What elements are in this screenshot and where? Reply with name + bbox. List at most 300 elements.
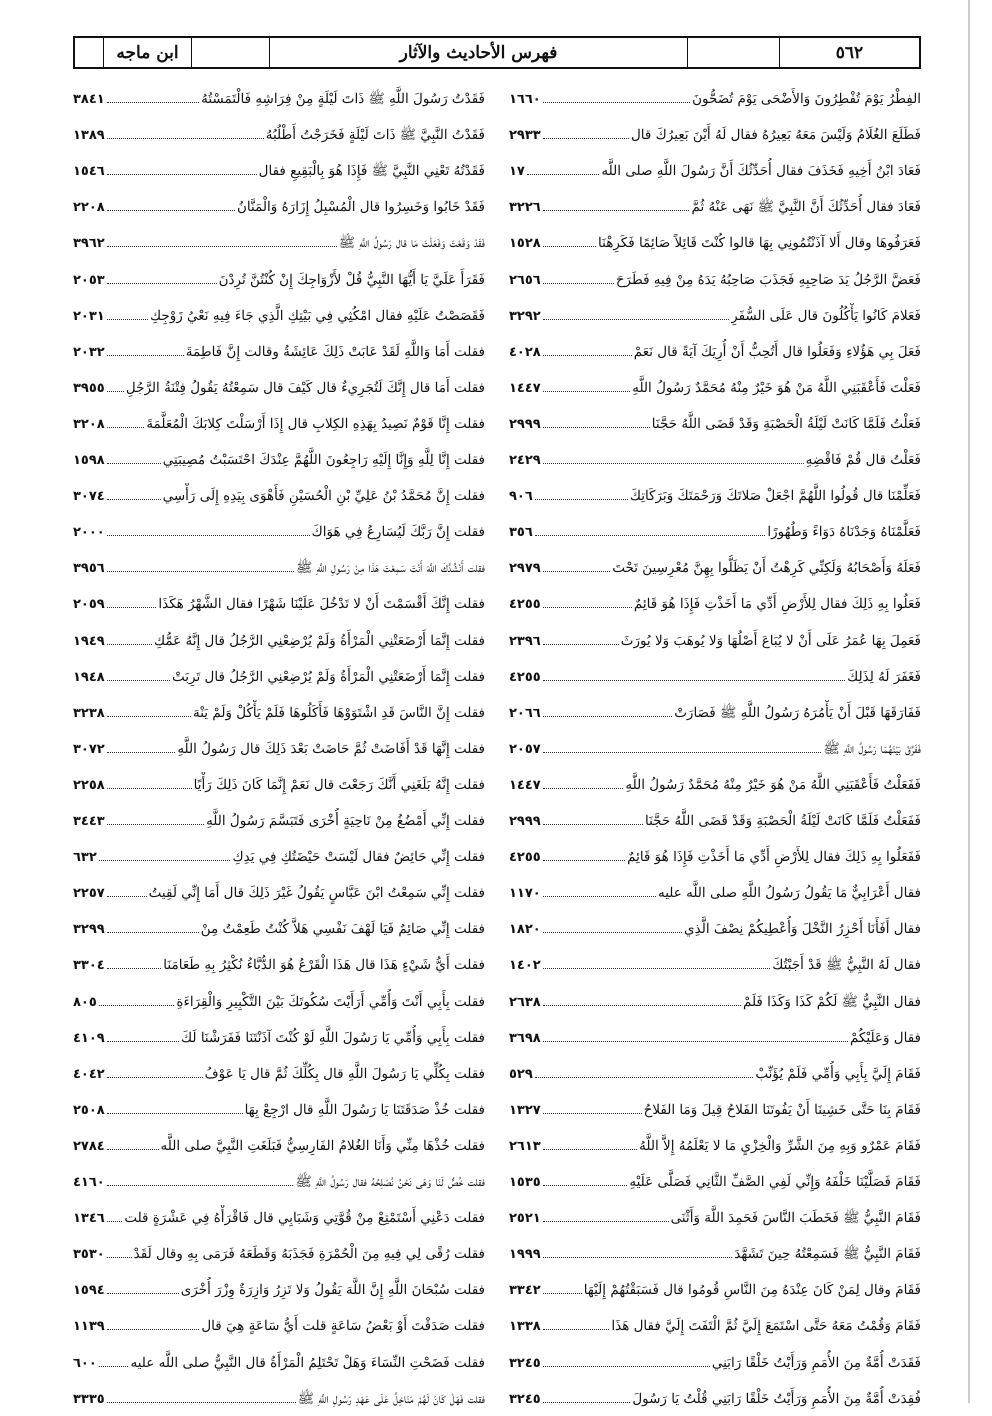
hadith-text: فقلت إِنَّ رَبَّكَ لَيُسَارِعُ فِي هَوَاكَ: [311, 524, 485, 541]
hadith-number: ٢٣٩٦: [509, 633, 541, 649]
hadith-number: ٣٢٤٥: [509, 1391, 541, 1407]
dot-leader: [107, 283, 217, 284]
hadith-number: ٣٢٣٨: [73, 705, 105, 721]
hadith-number: ٩٠٦: [509, 489, 533, 505]
dot-leader: [107, 1149, 159, 1150]
index-row: [73, 411, 921, 441]
hadith-text: فقلت إِنَّ مُحَمَّدُ بْنُ عَلِيِّ بْنِ الْحُسَيْنِ فَأَهْوَى بِيَدِهِ إِلَى رَأْسِي: [162, 488, 485, 505]
hadith-text: فقلت إِنَّهَا قَدْ أَفَاضَتْ ثُمَّ حَاضَتْ بَعْدَ ذَلِكَ قال رَسُولُ اللَّهِ: [177, 740, 485, 757]
hadith-text: فقلت أَمَا قال إِنَّكَ لَتُجَرِيءٌ قال كَيْفَ قال سَمِعْتُهُ يَقُولُ فِتْنَةُ الرَّجُلِ: [125, 379, 485, 396]
hadith-number: ١١٣٩: [73, 1319, 105, 1335]
hadith-number: ٢٢٥٧: [73, 886, 105, 902]
right-column-entry: [509, 808, 921, 838]
index-row: [73, 194, 921, 224]
dot-leader: [107, 391, 124, 392]
dot-leader: [543, 932, 682, 933]
dot-leader: [107, 1113, 243, 1114]
hadith-text: فَفَعَلْتُ فَأَعْقَبَنِي اللَّهُ مَنْ هُوَ خَيْرٌ مِنْهُ مُحَمَّدٌ رَسُولُ اللَّهِ: [625, 776, 921, 793]
dot-leader: [107, 1329, 200, 1330]
dot-leader: [107, 174, 257, 175]
hadith-text: فقلت إِنَّا لِلَّهِ وَإِنَّا إِلَيْهِ رَاجِعُونَ اللَّهُمَّ عِنْدَكَ احْتَسَبْتُ مُصِيبَتِي: [162, 452, 485, 468]
right-column-entry: [509, 519, 921, 549]
hadith-number: ١٥٤٦: [73, 164, 105, 180]
right-column-entry: [509, 375, 921, 405]
right-column-entry: [509, 916, 921, 946]
left-column-entry: [73, 447, 485, 477]
dot-leader: [543, 1041, 848, 1042]
hadith-text: فَقَدَتْ أُمَّةٌ مِنَ الأُمَمِ وَرَأَيْتُ خَلْقًا رَابَنِي: [711, 1354, 921, 1371]
hadith-number: ٢٩٧٩: [509, 561, 541, 577]
hadith-text: فقال وَعَلَيْكُمْ: [849, 1029, 921, 1046]
dot-leader: [107, 571, 294, 572]
hadith-number: ٤٢٥٥: [509, 669, 541, 685]
index-row: [73, 1133, 921, 1163]
hadith-text: فَقَامَ فَصَلَّيْنَا خَلْفَهُ وَإِنِّي لَفِي الصَّفِّ الثَّانِي فَصَلَّى عَلَيْهِ: [629, 1174, 921, 1190]
dot-leader: [543, 391, 630, 392]
dot-leader: [107, 1077, 203, 1078]
hadith-text: فَفَرَّقَ بَيْنَهُمَا رَسُولُ اللَّهِ ﷺ: [823, 740, 921, 757]
hadith-number: ٢٩٩٩: [509, 814, 541, 829]
header-spacer: [687, 38, 779, 67]
hadith-text: فَعَلامَ كَانُوا يَأْكُلُونَ قال عَلَى السُّفَرِ: [731, 307, 921, 324]
hadith-number: ١٣٨٩: [73, 128, 105, 144]
hadith-text: فقلت فَضَحْتِ النِّسَاءَ وَهَلْ تَحْتَلِمُ الْمَرْأَةُ قال النَّبِيُّ صلى اللَّه عليه: [130, 1354, 485, 1371]
hadith-text: فقلت خُصٌّ لَنَا وَهَى نَحْنُ نُصْلِحُهُ فقال رَسُولُ اللَّهِ ﷺ: [295, 1174, 485, 1190]
hadith-number: ٢٢٥٨: [73, 777, 105, 793]
hadith-number: ٢٢٠٨: [73, 200, 105, 216]
hadith-text: فَفَعَلُوا بِهِ ذَلِكَ فقال لِلأَرْضِ أَدِّي مَا أَخَذْتِ فَإِذَا هُوَ قَائِمٌ: [627, 849, 921, 866]
left-column-entry: [73, 772, 485, 802]
dot-leader: [543, 788, 624, 789]
hadith-text: فقلت بِأَبِي وَأُمِّي يَا رَسُولَ اللَّهِ لَوْ كُنْتَ آذَنْتَنَا فَفَرَشْنَا لَكَ: [181, 1029, 485, 1046]
index-row: [73, 230, 921, 260]
hadith-text: فقلت أَمَا وَاللَّهِ لَقَدْ عَابَتْ ذَلِكَ عَائِشَةُ وقالت إِنَّ فَاطِمَةَ: [185, 343, 485, 360]
hadith-number: ١١٧٠: [509, 886, 541, 902]
right-column-entry: [509, 339, 921, 369]
hadith-text: فَعَادَ فقال أُحَدِّثُكَ أَنَّ النَّبِيَّ ﷺ نَهَى عَنْهُ ثُمَّ: [691, 199, 921, 216]
hadith-text: فقلت خُذْهَا مِنِّي وَأَنَا الغُلامُ الفَارِسِيُّ فَبَلَغَتِ النَّبِيَّ صلى اللَّه: [160, 1137, 485, 1154]
hadith-text: فَعَضَّ الرَّجُلُ يَدَ صَاحِبِهِ فَجَذَبَ صَاحِبُهُ يَدَهُ مِنْ فِيهِ فَطَرَحَ: [615, 271, 921, 288]
hadith-number: ٢٠٣٢: [73, 344, 105, 360]
hadith-text: فَعَلْتَ فَأَعْقَبَنِي اللَّهُ مَنْ هُوَ خَيْرٌ مِنْهُ مُحَمَّدٌ رَسُولُ اللَّهِ: [632, 379, 921, 396]
dot-leader: [543, 427, 650, 428]
left-column-entry: [73, 267, 485, 297]
hadith-text: فقال لَهُ النَّبِيُّ ﷺ قَدْ أَجَبْتُكَ: [772, 957, 921, 974]
hadith-text: فُقِدَتْ أُمَّةٌ مِنَ الأُمَمِ وَرَأَيْتُ خَلْقًا رَابَنِي قُلْتُ يَا رَسُولَ: [632, 1390, 921, 1407]
index-row: [73, 122, 921, 152]
dot-leader: [107, 1185, 294, 1186]
hadith-number: ١٤٠٢: [509, 958, 541, 974]
hadith-number: ٣٦٩٨: [509, 1030, 541, 1046]
hadith-number: ٣٢٤٥: [509, 1355, 541, 1371]
book-name: ابن ماجه: [103, 38, 191, 67]
dot-leader: [107, 896, 147, 897]
hadith-text: فَقَدْتُهُ تَعْنِي النَّبِيَّ ﷺ فَإِذَا هُوَ بِالْبَقِيعِ فقال: [258, 163, 485, 180]
hadith-number: ٢٤٢٩: [509, 453, 541, 468]
hadith-text: فقلت إِنِّي صَائِمٌ فَيَا لَهْفَ نَفْسِي هَلاَّ كُنْتُ طَعِمْتُ مِنْ: [200, 921, 485, 938]
index-row: [73, 483, 921, 513]
index-row: [73, 519, 921, 549]
left-column-entry: [73, 844, 485, 874]
hadith-text: فَعَلْتُ قال قُمْ فَاقْضِهِ: [805, 452, 921, 468]
hadith-number: ١٥٢٨: [509, 236, 541, 252]
right-column-entry: [509, 1061, 921, 1091]
dot-leader: [107, 932, 199, 933]
right-column-entry: [509, 1205, 921, 1235]
right-column-entry: [509, 1386, 921, 1416]
hadith-number: ١٤٤٧: [509, 777, 541, 793]
hadith-text: فَعَلِّمْنَا قال قُولُوا اللَّهُمَّ اجْعَلْ صَلاتَكَ وَرَحْمَتَكَ وَبَرَكَاتِكَ: [629, 488, 921, 505]
dot-leader: [543, 752, 822, 753]
hadith-text: فَعَلْتُ فَلَمَّا كَانَتْ لَيْلَةُ الْحَصْبَةِ وَقَدْ قَضَى اللَّهُ حَجَّنَا: [651, 415, 921, 432]
left-column-entry: [73, 303, 485, 333]
hadith-number: ٨٠٥: [73, 994, 97, 1010]
hadith-text: فَفَعَلْتُ فَلَمَّا كَانَتْ لَيْلَةُ الْحَصْبَةِ وَقَدْ قَضَى اللَّهُ حَجَّنَا: [644, 813, 921, 829]
hadith-number: ٤٠٢٨: [509, 344, 541, 360]
right-column-entry: [509, 555, 921, 585]
index-row: [73, 1097, 921, 1127]
hadith-text: فَقَدْ خَابُوا وَخَسِرُوا قال الْمُسْبِلُ إِزَارَهُ وَالْمَنَّانُ: [237, 199, 485, 216]
dot-leader: [543, 1293, 582, 1294]
dot-leader: [543, 1185, 628, 1186]
dot-leader: [543, 968, 771, 969]
left-column-entry: [73, 194, 485, 224]
left-column-entry: [73, 808, 485, 838]
hadith-text: فَقَامَ وقال لِمَنْ كَانَ عِنْدَهُ مِنَ النَّاسِ قُومُوا قال فَسَبَقْتُهُمْ إِلَيْهَا: [583, 1282, 921, 1299]
left-column-entry: [73, 230, 485, 260]
left-column-entry: [73, 339, 485, 369]
index-row: [73, 772, 921, 802]
hadith-number: ٢٠٥٧: [509, 741, 541, 757]
dot-leader: [107, 824, 204, 825]
hadith-text: فَقَامَ النَّبِيُّ ﷺ فَسَمِعْتُهُ حِينَ تَشَهَّدَ: [734, 1246, 921, 1263]
index-row: [73, 591, 921, 621]
hadith-number: ١٣٤٦: [73, 1211, 105, 1227]
dot-leader: [107, 210, 235, 211]
header-spacer: [75, 38, 103, 67]
hadith-text: فقلت دَعْنِي أَسْتَمْتِعْ مِنْ قُوَّتِي وَشَبَابِي قال فَاقْرَأْهُ فِي عَشْرَةٍ قلت: [124, 1210, 485, 1227]
dot-leader: [543, 607, 632, 608]
index-row: [73, 1277, 921, 1307]
hadith-number: ٢٧٨٤: [73, 1138, 105, 1154]
index-row: [73, 267, 921, 297]
hadith-text: فَقَامَ عَمْرٌو وَبِهِ مِنَ الشَّرِّ وَالْخِزْيِ مَا لا يَعْلَمُهُ إِلاَّ اللَّهُ: [639, 1137, 921, 1154]
hadith-text: فَقَصَصْتُ عَلَيْهِ فقال امْكُثِي فِي بَيْتِكِ الَّذِي جَاءَ فِيهِ نَعْيُ زَوْجِكِ: [149, 307, 485, 324]
hadith-text: فقلت سُبْحَانَ اللَّهِ إِنَّ اللَّهَ يَقُولُ وَلا تَزِرُ وَازِرَةٌ وِزْرَ أُخْرَى: [180, 1282, 485, 1299]
dot-leader: [107, 644, 152, 645]
left-column-entry: [73, 375, 485, 405]
left-column-entry: [73, 555, 485, 585]
hadith-text: فَعَلَّمْنَاهُ وَجَدْنَاهُ دَوَاءً وَطُهُورًا: [767, 524, 921, 541]
right-column-entry: [509, 122, 921, 152]
dot-leader: [99, 860, 231, 861]
dot-leader: [543, 1329, 610, 1330]
left-column-entry: [73, 1277, 485, 1307]
hadith-number: ٢٦٣٨: [509, 994, 541, 1010]
hadith-number: ٦٣٢: [73, 850, 97, 866]
hadith-number: ٣٩٦٢: [73, 236, 105, 252]
dot-leader: [107, 138, 264, 139]
dot-leader: [543, 283, 614, 284]
hadith-number: ٢٩٩٩: [509, 416, 541, 432]
hadith-number: ٣٠٧٤: [73, 489, 105, 505]
hadith-number: ١٦٦٠: [509, 92, 541, 107]
page-number: ٥٦٢: [779, 38, 919, 67]
right-column-entry: [509, 1350, 921, 1380]
hadith-number: ٣٣٤٢: [509, 1283, 541, 1299]
right-column-entry: [509, 664, 921, 694]
left-column-entry: [73, 880, 485, 910]
dot-leader: [107, 1402, 296, 1403]
hadith-text: فَقَامَ بِنَا حَتَّى خَشِينَا أَنْ يَفُوتَنَا الفَلاحُ قِيلَ وَمَا الفَلاحُ: [643, 1101, 921, 1118]
index-row: [73, 736, 921, 766]
dot-leader: [543, 102, 690, 103]
index-row: [73, 1169, 921, 1199]
left-column-entry: [73, 1350, 485, 1380]
hadith-number: ٤١٦٠: [73, 1175, 105, 1190]
index-row: [73, 86, 921, 116]
index-row: [73, 808, 921, 838]
index-row: [73, 303, 921, 333]
dot-leader: [107, 1257, 132, 1258]
hadith-number: ٢٠٣١: [73, 308, 105, 324]
hadith-number: ٣٣٣٥: [73, 1391, 105, 1407]
hadith-number: ٣٥٦: [509, 525, 533, 541]
left-column-entry: [73, 122, 485, 152]
hadith-text: فَفَارَقَهَا قَبْلَ أَنْ يَأْمُرَهُ رَسُولُ اللَّهِ ﷺ فَصَارَتْ: [674, 704, 921, 721]
dot-leader: [107, 1293, 179, 1294]
dot-leader: [543, 463, 804, 464]
left-column-entry: [73, 700, 485, 730]
dot-leader: [107, 788, 192, 789]
dot-leader: [107, 607, 157, 608]
right-column-entry: [509, 844, 921, 874]
index-row: [73, 952, 921, 982]
dot-leader: [543, 246, 596, 247]
hadith-text: فقلت إِنَّمَا أَرْضَعَتْنِي الْمَرْأَةُ وَلَمْ يُرْضِعْنِي الرَّجُلُ قال تَرِبَتْ: [172, 668, 485, 685]
index-row: [73, 916, 921, 946]
right-column-entry: [509, 952, 921, 982]
right-column-entry: [509, 1241, 921, 1271]
index-row: [73, 844, 921, 874]
right-column-entry: [509, 700, 921, 730]
hadith-number: ٣٥٣٠: [73, 1247, 105, 1263]
dot-leader: [543, 571, 610, 572]
index-row: [73, 1350, 921, 1380]
left-column-entry: [73, 411, 485, 441]
left-column-entry: [73, 1133, 485, 1163]
right-column-entry: [509, 1277, 921, 1307]
dot-leader: [543, 716, 672, 717]
hadith-text: فقلت إِنَّهُ بَلَغَنِي أَنَّكَ رَجَعْتَ قال نَعَمْ إِنَّمَا كَانَ ذَلِكَ رَأْيًا: [193, 776, 485, 793]
left-column-entry: [73, 916, 485, 946]
dot-leader: [107, 102, 199, 103]
hadith-text: فقلت إِنِّي سَمِعْتُ ابْنَ عَبَّاسٍ يَقُولُ غَيْرَ ذَلِكَ قال أَمَا إِنِّي لَقِيتُ: [148, 885, 485, 902]
hadith-number: ٢٠٥٩: [73, 597, 105, 613]
hadith-number: ٤٠٤٢: [73, 1066, 105, 1082]
hadith-number: ٣٢٠٨: [73, 416, 105, 432]
left-column-entry: [73, 519, 485, 549]
left-column-entry: [73, 1386, 485, 1416]
page-header: [73, 36, 921, 69]
right-column-entry: [509, 1025, 921, 1055]
hadith-number: ١٤٤٧: [509, 380, 541, 396]
dot-leader: [543, 1113, 642, 1114]
hadith-number: ٣٢٢٦: [509, 200, 541, 216]
hadith-number: ٥٢٩: [509, 1066, 533, 1082]
dot-leader: [543, 1221, 669, 1222]
dot-leader: [543, 210, 690, 211]
dot-leader: [99, 1005, 175, 1006]
left-column-entry: [73, 1097, 485, 1127]
index-row: [73, 375, 921, 405]
dot-leader: [107, 535, 310, 536]
left-column-entry: [73, 1205, 485, 1235]
left-column-entry: [73, 736, 485, 766]
right-column-entry: [509, 628, 921, 658]
hadith-text: فَقَدْتُ رَسُولَ اللَّهِ ﷺ ذَاتَ لَيْلَةٍ مِنْ فِرَاشِهِ فَالْتَمَسْتُهُ: [201, 91, 485, 107]
hadith-text: الفِطْرُ يَوْمَ تُفْطِرُونَ وَالأَضْحَى يَوْمَ تُضَحُّونَ: [692, 91, 921, 107]
hadith-number: ٤١٠٩: [73, 1030, 105, 1046]
hadith-number: ٣٢٩٩: [73, 922, 105, 938]
dot-leader: [107, 355, 184, 356]
right-column-entry: [509, 483, 921, 513]
index-row: [73, 555, 921, 585]
hadith-text: فَعَمِلَ بِهَا عُمَرُ عَلَى أَنْ لا يُبَاعَ أَصْلُهَا وَلا يُوهَبَ وَلا يُورَثَ: [620, 632, 921, 649]
dot-leader: [543, 355, 632, 356]
left-column-entry: [73, 628, 485, 658]
dot-leader: [107, 1041, 179, 1042]
hadith-text: فَقَامَ النَّبِيُّ ﷺ فَخَطَبَ النَّاسَ فَحَمِدَ اللَّهَ وَأَثْنَى: [670, 1210, 921, 1227]
right-column-entry: [509, 736, 921, 766]
hadith-text: فقلت إِنَّكَ أَقْسَمْتَ أَنْ لا تَدْخُلَ عَلَيْنَا شَهْرًا فقال الشَّهْرُ هَكَذَا: [158, 596, 485, 613]
right-column-entry: [509, 158, 921, 188]
dot-leader: [107, 680, 170, 681]
hadith-text: فَغَفَرَ لَهُ لِذَلِكَ: [847, 668, 921, 685]
left-column-entry: [73, 1025, 485, 1055]
hadith-number: ٦٠٠: [73, 1355, 97, 1371]
hadith-number: ١٩٤٨: [73, 669, 105, 685]
hadith-text: فقلت أَيُّ شَيْءٍ هَذَا قال هَذَا الْقَرْعُ هُوَ الدُّبَّاءُ نُكْثِرُ بِهِ طَعَامَنَا: [163, 957, 485, 974]
dot-leader: [543, 1149, 637, 1150]
hadith-number: ٢٦١٣: [509, 1138, 541, 1154]
dot-leader: [535, 499, 628, 500]
right-column-entry: [509, 591, 921, 621]
right-column-entry: [509, 772, 921, 802]
hadith-number: ٣٢٩٢: [509, 308, 541, 324]
left-column-entry: [73, 158, 485, 188]
dot-leader: [107, 463, 161, 464]
hadith-text: فقلت رُقًى لِي فِيهِ مِنَ الْحُمْرَةِ فَجَذَبَهُ وَقَطَعَهُ فَرَمَى بِهِ وقال لَقَدْ: [133, 1246, 485, 1263]
hadith-number: ٢٥٢١: [509, 1211, 541, 1227]
hadith-number: ٢٠٦٦: [509, 705, 541, 721]
hadith-number: ١٩٤٩: [73, 633, 105, 649]
index-row: [73, 447, 921, 477]
index-row: [73, 700, 921, 730]
right-column-entry: [509, 1097, 921, 1127]
index-title: فهرس الأحاديث والآثار: [269, 38, 687, 67]
hadith-text: فقلت إِنَّمَا أَرْضَعَتْنِي الْمَرْأَةُ وَلَمْ يُرْضِعْنِي الرَّجُلُ قال إِنَّهُ عَمُّكِ: [153, 632, 485, 649]
index-row: [73, 664, 921, 694]
right-column-entry: [509, 411, 921, 441]
hadith-number: ١٧: [509, 164, 525, 180]
hadith-number: ٣٠٧٢: [73, 741, 105, 757]
dot-leader: [535, 1077, 754, 1078]
dot-leader: [543, 138, 629, 139]
index-row: [73, 989, 921, 1019]
hadith-number: ٢٩٣٣: [509, 128, 541, 144]
dot-leader: [543, 1257, 733, 1258]
dot-leader: [535, 535, 766, 536]
left-column-entry: [73, 989, 485, 1019]
left-column-entry: [73, 1241, 485, 1271]
right-column-entry: [509, 303, 921, 333]
hadith-number: ٣٣٠٤: [73, 958, 105, 974]
hadith-number: ١٥٣٥: [509, 1175, 541, 1190]
dot-leader: [107, 319, 148, 320]
hadith-text: فقلت إِنِّي حَائِضٌ فقال لَيْسَتْ حَيْضَتُكِ فِي يَدِكِ: [232, 849, 485, 866]
left-column-entry: [73, 86, 485, 116]
dot-leader: [527, 174, 600, 175]
hadith-text: فقلت فَهَلْ كَانَ لَهُمْ مَنَاخِلُ عَلَى عَهْدِ رَسُولِ اللَّهِ ﷺ: [297, 1390, 485, 1407]
hadith-text: فقلت بِأَبِي أَنْتَ وَأُمِّي أَرَأَيْتَ سُكُوتَكَ بَيْنَ التَّكْبِيرِ وَالْقِرَاءَةِ: [176, 993, 485, 1010]
hadith-text: فَعَرَفُوهَا وقال أَلا آذَنْتُمُونِي بِهَا قالوا كُنْتَ قَائِلاً صَائِمًا فَكَرِهْنَا: [598, 235, 921, 252]
hadith-text: فَطَلَعَ الغُلَامُ وَلَيْسَ مَعَهُ بَعِيرُهُ فقال لَهُ أَيْنَ بَعِيرُكَ قال: [631, 127, 921, 144]
index-row: [73, 1205, 921, 1235]
hadith-number: ١٥٩٤: [73, 1283, 105, 1299]
dot-leader: [543, 896, 656, 897]
hadith-text: فقال أَعْرَابِيٌّ مَا يَقُولُ رَسُولُ اللَّهِ صلى اللَّه عليه: [657, 885, 921, 902]
hadith-number: ١٣٣٨: [509, 1319, 541, 1335]
left-column-entry: [73, 591, 485, 621]
dot-leader: [99, 1366, 129, 1367]
hadith-number: ٤٢٥٥: [509, 597, 541, 613]
index-row: [73, 1061, 921, 1091]
hadith-text: فقلت بِكُلِّي يَا رَسُولَ اللَّهِ قال بِكُلِّكَ ثُمَّ قال يَا عَوْفُ: [204, 1065, 485, 1082]
hadith-number: ٣٨٤١: [73, 92, 105, 107]
index-row: [73, 1313, 921, 1343]
dot-leader: [543, 1005, 741, 1006]
right-column-entry: [509, 1169, 921, 1199]
left-column-entry: [73, 483, 485, 513]
page-edge-line: [968, 0, 970, 1403]
left-column-entry: [73, 1169, 485, 1199]
header-spacer: [191, 38, 269, 67]
hadith-text: فَقَدْتُ النَّبِيَّ ﷺ ذَاتَ لَيْلَةٍ فَخَرَجْتُ أَطْلُبُهُ: [265, 127, 485, 144]
dot-leader: [543, 680, 845, 681]
dot-leader: [543, 644, 619, 645]
index-row: [73, 880, 921, 910]
index-row: [73, 628, 921, 658]
right-column-entry: [509, 880, 921, 910]
dot-leader: [107, 752, 176, 753]
dot-leader: [107, 499, 161, 500]
left-column-entry: [73, 952, 485, 982]
hadith-text: فَقَرَأَ عَلَيَّ يَا أَيُّهَا النَّبِيُّ قُلْ لأَزْوَاجِكَ إِنْ كُنْتُنَّ تُرِدْنَ: [218, 271, 485, 288]
hadith-text: فقال أَفَأَنَا أَحْزِرُ النَّخْلَ وَأُعْطِيكُمْ نِصْفَ الَّذِي: [684, 921, 921, 938]
left-column-entry: [73, 1313, 485, 1343]
right-column-entry: [509, 230, 921, 260]
right-column-entry: [509, 86, 921, 116]
hadith-text: فَعَلُوا بِهِ ذَلِكَ فقال لِلأَرْضِ أَدِّي مَا أَخَذْتِ فَإِذَا هُوَ قَائِمٌ: [633, 596, 921, 613]
hadith-number: ٢٠٠٠: [73, 525, 105, 541]
dot-leader: [543, 860, 625, 861]
right-column-entry: [509, 989, 921, 1019]
right-column-entry: [509, 194, 921, 224]
hadith-number: ٣٩٥٥: [73, 380, 105, 396]
dot-leader: [543, 1366, 710, 1367]
index-row: [73, 158, 921, 188]
